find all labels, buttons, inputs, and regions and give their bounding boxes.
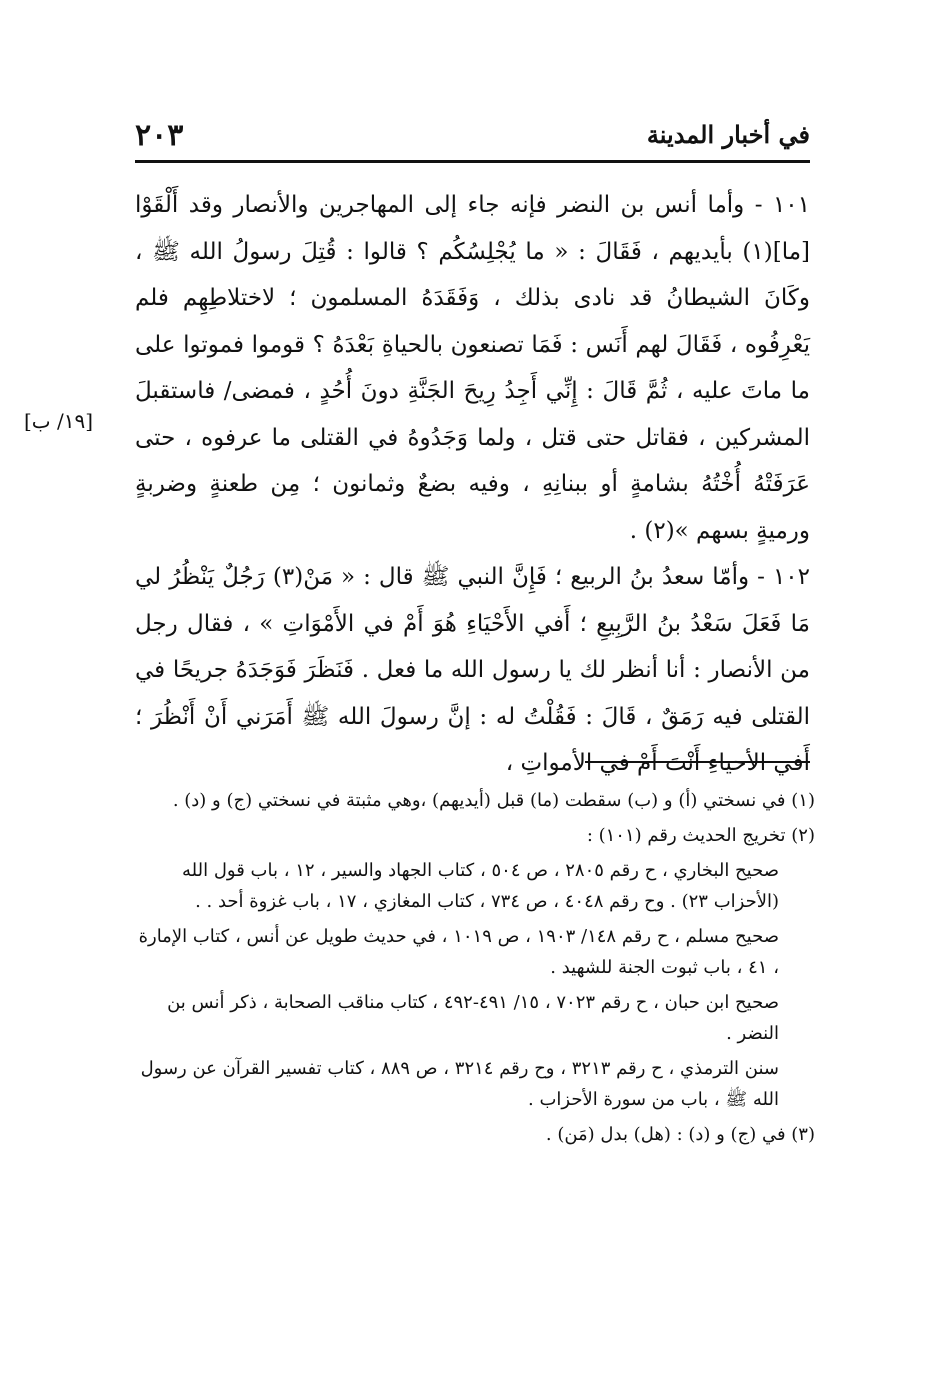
page-number: ٢٠٣ [135,118,184,153]
source-muslim: صحيح مسلم ، ح رقم ١٤٨/ ١٩٠٣ ، ص ١٠١٩ ، في حديث طويل عن أنس ، كتاب الإمارة ، ٤١ ، باب ثبوت الجنة للشهيد . [138,926,779,978]
footnote-1: (١) في نسختي (أ) و (ب) سقطت (ما) قبل (أيديهم) ،وهي مثبتة في نسختي (ج) و (د) . [172,790,815,811]
footnote-2-title: (٢) تخريج الحديث رقم (١٠١) : [586,825,815,846]
source-ibn-hibban: صحيح ابن حبان ، ح رقم ٧٠٢٣ ، ١٥/ ٤٩١-٤٩٢ ، كتاب مناقب الصحابة ، ذكر أنس بن النضر . [167,992,779,1044]
footnote-rule [585,761,810,763]
header-rule [135,160,810,163]
running-title: في أخبار المدينة [646,120,810,149]
main-text [135,182,810,787]
paragraph-101: ١٠١ - وأما أنس بن النضر فإنه جاء إلى المهاجرين والأنصار وقد أَلْقَوْا [ما](١) بأيديهم ، فَقَالَ : « ما يُجْلِسُكُم ؟ قالوا : قُتِلَ رسولُ الله ﷺ ، وكَانَ الشيطانُ قد نادى بذلك ، وَفَقَدَهُ المسلمون ؛ لاختلاطِهِم فلم يَعْرِفُوه ، فَقَالَ لهم أَنَس : فَمَا تصنعون بالحياةِ بَعْدَهُ ؟ قوموا فموتوا على ما ماتَ عليه ، ثُمَّ قَالَ : إِنِّي أَجِدُ رِيحَ الجَنَّةِ دونَ أُحُدٍ ، فمضى/ فاستقبلَ المشركين ، فقاتل حتى قتل ، ولما وَجَدُوهُ في القتلى ما عرفوه ، حتى عَرَفَتْهُ أُخْتُهُ بشامةٍ أو ببنانِهِ ، وفيه بضعٌ وثمانون ؛ مِن طعنةٍ وضربةٍ ورميةٍ بسهم »(٢) . [135,192,810,544]
page-header [135,118,810,158]
footnote-3: (٣) في (ج) و (د) : (هل) بدل (مَن) . [545,1124,815,1145]
margin-folio-note: [١٩/ ب] [24,409,94,433]
footnotes [135,785,815,1154]
footnote-2-sources [135,855,815,1115]
source-tirmidhi: سنن الترمذي ، ح رقم ٣٢١٣ ، وح رقم ٣٢١٤ ، ص ٨٨٩ ، كتاب تفسير القرآن عن رسول الله ﷺ ، باب من سورة الأحزاب . [140,1058,779,1110]
source-bukhari: صحيح البخاري ، ح رقم ٢٨٠٥ ، ص ٥٠٤ ، كتاب الجهاد والسير ، ١٢ ، باب قول الله (الأحزاب ٢٣) . وح رقم ٤٠٤٨ ، ص ٧٣٤ ، كتاب المغازي ، ١٧ ، باب غزوة أحد . . [182,860,779,912]
paragraph-102: ١٠٢ - وأمّا سعدُ بنُ الربيع ؛ فَإِنَّ النبي ﷺ قال : « مَنْ(٣) رَجُلٌ يَنْظُرُ لي مَا فَعَلَ سَعْدُ بنُ الرَّبِيعِ ؛ أَفي الأَحْيَاءِ هُوَ أَمْ في الأَمْوَاتِ » ، فقال رجل من الأنصار : أنا أنظر لك يا رسول الله ما فعل . فَنَظَرَ فَوَجَدَهُ جريحًا في القتلى فيه رَمَقٌ ، قَالَ : فَقُلْتُ له : إنَّ رسولَ الله ﷺ أَمَرَني أَنْ أَنْظُرَ ؛ أَفي الأحياءِ أَنْتَ أَمْ في الأمواتِ ، [135,564,810,776]
